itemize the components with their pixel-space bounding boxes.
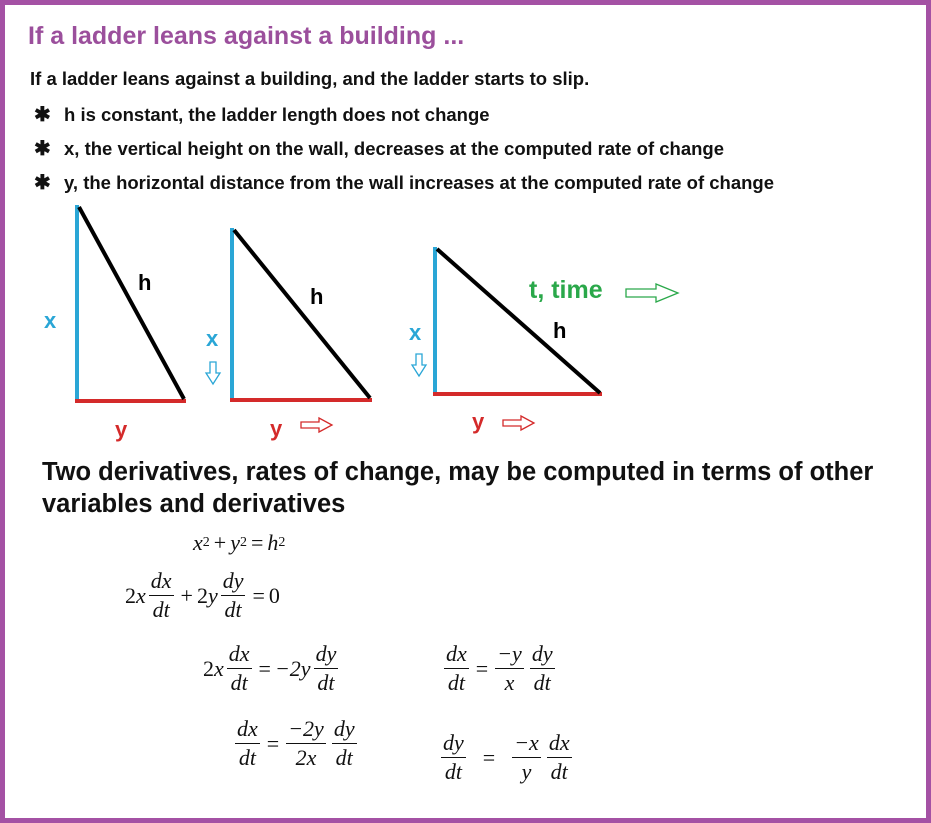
star-bullet-icon: ✱	[34, 104, 51, 126]
right-arrow-icon	[301, 418, 332, 432]
ladder-line	[437, 249, 600, 393]
y-label: y	[115, 417, 128, 442]
down-arrow-icon	[412, 354, 426, 376]
time-arrow-icon	[626, 284, 678, 302]
fraction: $\frac{-2y}{2x}$	[288, 716, 324, 770]
equation-rearranged: 2 x $\frac{dx}{dt}$ = −2y $\frac{dy}{dt}$	[203, 641, 337, 695]
y-label: y	[472, 409, 485, 434]
equation-solved-dx: $\frac{dx}{dt}$ = $\frac{-2y}{2x}$ $\frac{dy}{dt}$	[237, 716, 355, 770]
x-label: x	[409, 320, 422, 345]
h-label: h	[138, 270, 152, 295]
x-label: x	[206, 326, 219, 351]
equation-simplified-dx: $\frac{dx}{dt}$ = $\frac{-y}{x}$ $\frac{dy}{dt}$	[446, 641, 553, 695]
fraction: $\frac{dy}{dt}$	[222, 568, 244, 622]
fraction: $\frac{dx}{dt}$	[548, 730, 570, 784]
fraction: $\frac{dy}{dt}$	[443, 730, 464, 784]
fraction: $\frac{dx}{dt}$	[150, 568, 172, 622]
h-label: h	[553, 318, 567, 343]
right-arrow-icon	[503, 416, 534, 430]
bullet-text: h is constant, the ladder length does not change	[64, 104, 490, 125]
fraction: $\frac{dy}{dt}$	[315, 641, 337, 695]
triangle-3	[409, 247, 678, 434]
equation-solved-dy: $\frac{dy}{dt}$ = $\frac{-x}{y}$ $\frac{dx}{dt}$	[443, 730, 570, 784]
triangle-2	[206, 228, 372, 441]
fraction: $\frac{dy}{dt}$	[333, 716, 355, 770]
x-label: x	[44, 308, 57, 333]
equation-differentiated: 2 x $\frac{dx}{dt}$ + 2 y $\frac{dy}{dt}$ = 0	[125, 568, 280, 622]
ladder-line	[79, 207, 184, 399]
down-arrow-icon	[206, 362, 220, 384]
y-label: y	[270, 416, 283, 441]
time-label: t, time	[529, 276, 603, 304]
equation-pythagorean: x 2 + y 2 = h 2	[193, 530, 286, 555]
star-bullet-icon: ✱	[34, 138, 51, 160]
derivatives-heading: Two derivatives, rates of change, may be computed in terms of other variables and derivatives	[42, 458, 874, 518]
intro-text: If a ladder leans against a building, and the ladder starts to slip.	[30, 68, 590, 89]
fraction: $\frac{-x}{y}$	[514, 730, 539, 784]
fraction: $\frac{dy}{dt}$	[531, 641, 553, 695]
fraction: $\frac{dx}{dt}$	[446, 641, 467, 695]
ladder-line	[234, 230, 370, 398]
page-title: If a ladder leans against a building ...	[28, 22, 465, 50]
fraction: $\frac{dx}{dt}$	[228, 641, 250, 695]
h-label: h	[310, 284, 324, 309]
bullet-text: x, the vertical height on the wall, decreases at the computed rate of change	[64, 138, 725, 159]
bullet-text: y, the horizontal distance from the wall increases at the computed rate of change	[64, 172, 775, 193]
triangle-1	[44, 205, 186, 442]
fraction: $\frac{-y}{x}$	[497, 641, 522, 695]
fraction: $\frac{dx}{dt}$	[237, 716, 258, 770]
star-bullet-icon: ✱	[34, 172, 51, 194]
